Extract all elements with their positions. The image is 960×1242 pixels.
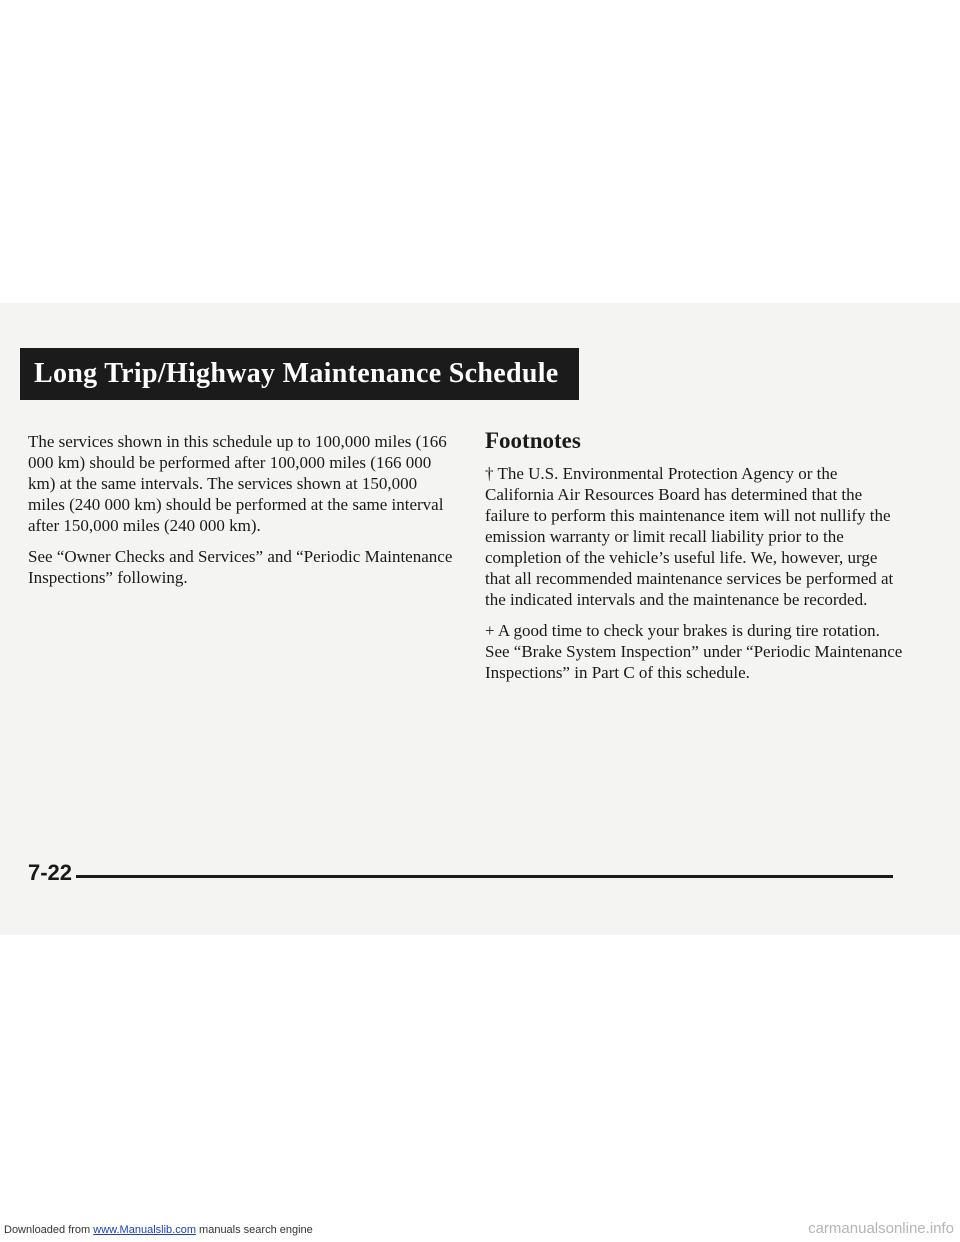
page-footer bbox=[28, 860, 893, 886]
footnote-dagger: † The U.S. Environmental Protection Agency or the California Air Resources Board has determined that the failure to perform this maintenance item will not nullify the emission warranty or limit recall liability prior to the completion of the vehicle’s useful life. We, however, urge that all recommended maintenance services be performed at the indicated intervals and the maintenance be recorded. bbox=[485, 464, 894, 609]
intro-paragraph: The services shown in this schedule up to 100,000 miles (166 000 km) should be performed after 100,000 miles (166 000 km) at the same intervals. The services shown at 150,000 miles (240 000 km) should be performed at the same interval after 150,000 miles (240 000 km). bbox=[28, 432, 447, 535]
page-number: 7-22 bbox=[28, 860, 73, 885]
footnotes-heading: Footnotes bbox=[485, 428, 581, 453]
watermark-suffix: manuals search engine bbox=[195, 1224, 313, 1236]
footer-rule bbox=[76, 875, 893, 878]
manualslib-link[interactable]: www.Manualslib.com bbox=[93, 1224, 196, 1236]
site-watermark: carmanualsonline.info bbox=[808, 1220, 954, 1237]
see-also-paragraph: See “Owner Checks and Services” and “Periodic Maintenance Inspections” following. bbox=[28, 547, 453, 587]
footnotes-column bbox=[485, 427, 905, 693]
footnote-plus: + A good time to check your brakes is during tire rotation. See “Brake System Inspection” under “Periodic Maintenance Inspections” in Part C of this schedule. bbox=[485, 621, 903, 682]
watermark-prefix: Downloaded from bbox=[4, 1224, 94, 1236]
page-title: Long Trip/Highway Maintenance Schedule bbox=[20, 348, 579, 400]
intro-column bbox=[28, 431, 458, 598]
download-watermark bbox=[4, 1224, 313, 1236]
